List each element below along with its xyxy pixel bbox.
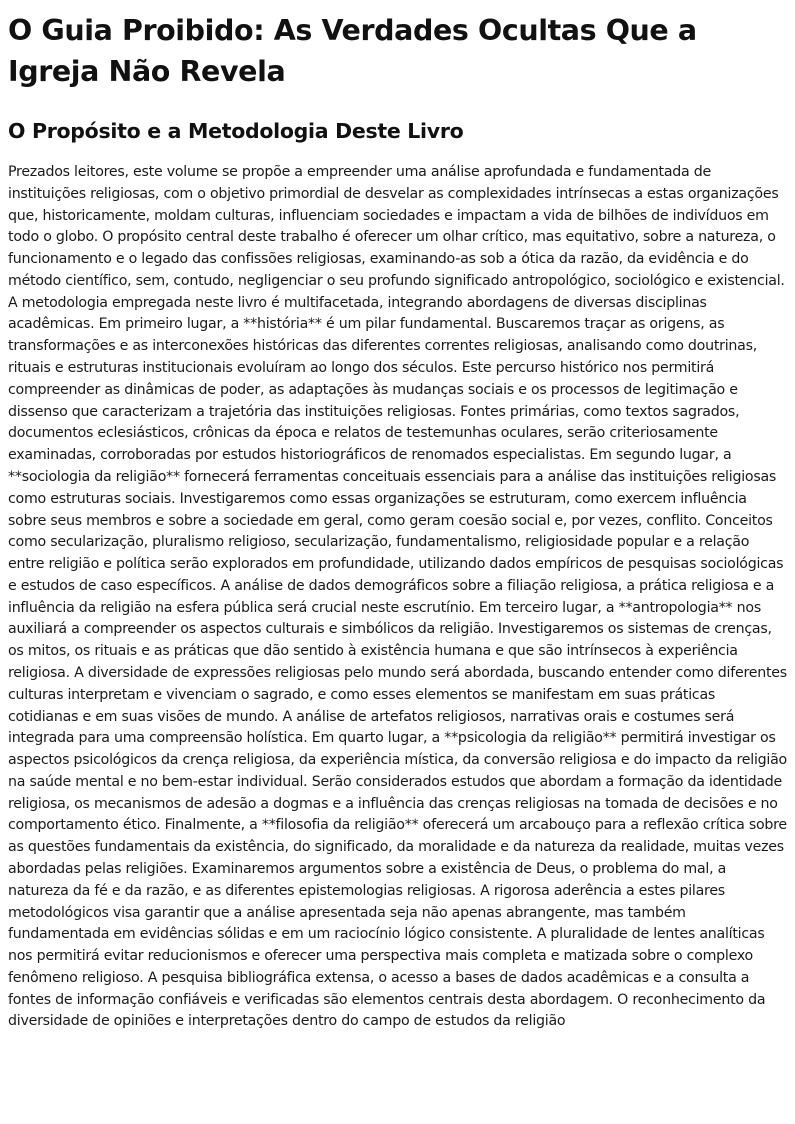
section-heading: O Propósito e a Metodologia Deste Livro [8,119,464,143]
document-page [8,10,787,1033]
document-title: O Guia Proibido: As Verdades Ocultas Que a Igreja Não Revela [8,14,697,88]
body-paragraph: Prezados leitores, este volume se propõe a empreender uma análise aprofundada e fundamentada de instituições religiosas, com o objetivo primordial de desvelar as complexidades intrínsecas a estas organizações que, historicamente, moldam culturas, influenciam sociedades e impactam a vida de bilhões de indivíduos em todo o globo. O propósito central deste trabalho é oferecer um olhar crítico, mas equitativo, sobre a natureza, o funcionamento e o legado das confissões religiosas, examinando-as sob a ótica da razão, da evidência e do método científico, sem, contudo, negligenciar o seu profundo significado antropológico, sociológico e existencial. A metodologia empregada neste livro é multifacetada, integrando abordagens de diversas disciplinas acadêmicas. Em primeiro lugar, a **história** é um pilar fundamental. Buscaremos traçar as origens, as transformações e as interconexões históricas das diferentes correntes religiosas, analisando como doutrinas, rituais e estruturas institucionais evoluíram ao longo dos séculos. Este percurso histórico nos permitirá compreender as dinâmicas de poder, as adaptações às mudanças sociais e os processos de legitimação e dissenso que caracterizam a trajetória das instituições religiosas. Fontes primárias, como textos sagrados, documentos eclesiásticos, crônicas da época e relatos de testemunhas oculares, serão criteriosamente examinadas, corroboradas por estudos historiográficos de renomados especialistas. Em segundo lugar, a **sociologia da religião** fornecerá ferramentas conceituais essenciais para a análise das instituições religiosas como estruturas sociais. Investigaremos como essas organizações se estruturam, como exercem influência sobre seus membros e sobre a sociedade em geral, como geram coesão social e, por vezes, conflito. Conceitos como secularização, pluralismo religioso, secularização, fundamentalismo, religiosidade popular e a relação entre religião e política serão explorados em profundidade, utilizando dados empíricos de pesquisas sociológicas e estudos de caso específicos. A análise de dados demográficos sobre a filiação religiosa, a prática religiosa e a influência da religião na esfera pública será crucial neste escrutínio. Em terceiro lugar, a **antropologia** nos auxiliará a compreender os aspectos culturais e simbólicos da religião. Investigaremos os sistemas de crenças, os mitos, os rituais e as práticas que dão sentido à existência humana e que são intrínsecos à experiência religiosa. A diversidade de expressões religiosas pelo mundo será abordada, buscando entender como diferentes culturas interpretam e vivenciam o sagrado, e como esses elementos se manifestam em suas práticas cotidianas e em suas visões de mundo. A análise de artefatos religiosos, narrativas orais e costumes será integrada para uma compreensão holística. Em quarto lugar, a **psicologia da religião** permitirá investigar os aspectos psicológicos da crença religiosa, da experiência mística, da conversão religiosa e do impacto da religião na saúde mental e no bem-estar individual. Serão considerados estudos que abordam a formação da identidade religiosa, os mecanismos de adesão a dogmas e a influência das crenças religiosas na tomada de decisões e no comportamento ético. Finalmente, a **filosofia da religião** oferecerá um arcabouço para a reflexão crítica sobre as questões fundamentais da existência, do significado, da moralidade e da natureza da realidade, muitas vezes abordadas pelas religiões. Examinaremos argumentos sobre a existência de Deus, o problema do mal, a natureza da fé e da razão, e as diferentes epistemologias religiosas. A rigorosa aderência a estes pilares metodológicos visa garantir que a análise apresentada seja não apenas abrangente, mas também fundamentada em evidências sólidas e em um raciocínio lógico consistente. A pluralidade de lentes analíticas nos permitirá evitar reducionismos e oferecer uma perspectiva mais completa e matizada sobre o complexo fenômeno religioso. A pesquisa bibliográfica extensa, o acesso a bases de dados acadêmicas e a consulta a fontes de informação confiáveis e verificadas são elementos centrais desta abordagem. O reconhecimento da diversidade de opiniões e interpretações dentro do campo de estudos da religião [8,164,787,1030]
